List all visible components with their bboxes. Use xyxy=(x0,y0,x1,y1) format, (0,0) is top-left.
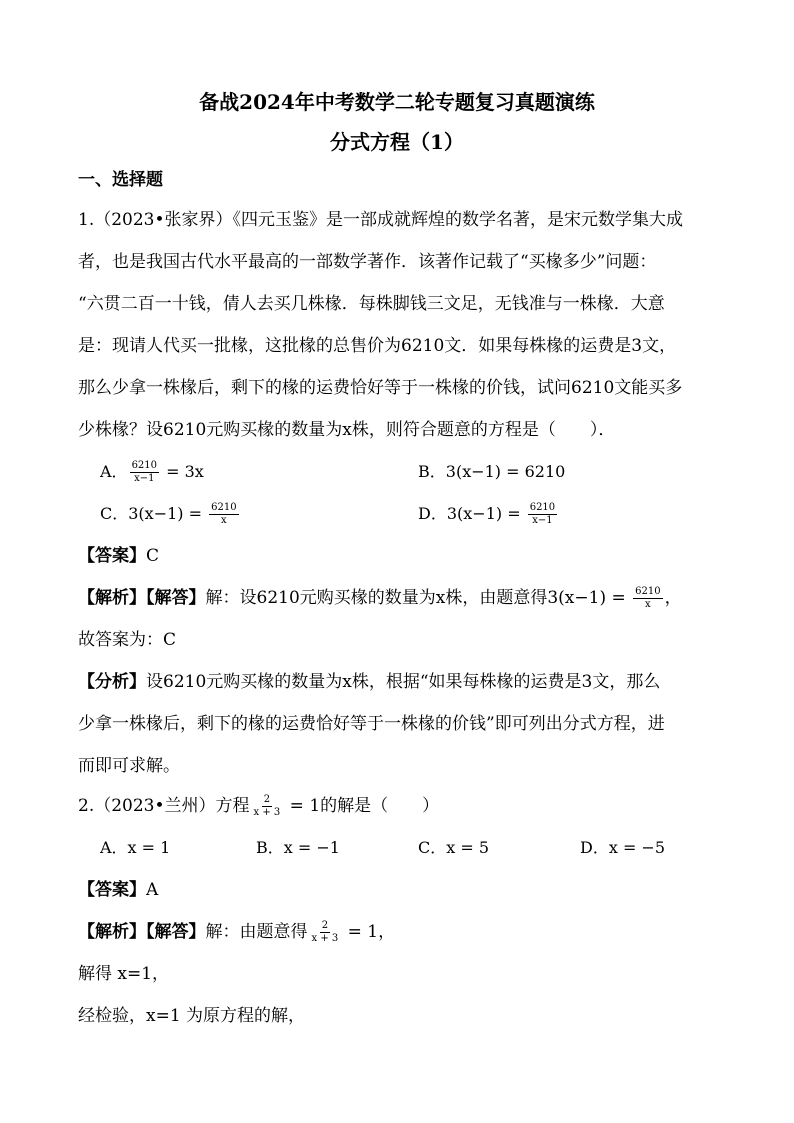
q1-line-2: 者，也是我国古代水平最高的一部数学著作．该著作记载了“买椽多少”问题： xyxy=(78,252,657,272)
answer-tag: 【答案】 xyxy=(78,880,146,900)
q1-fenxi-line-3: 而即可求解。 xyxy=(78,756,180,776)
fenxi-text: 设6210元购买椽的数量为x株，根据“如果每株椽的运费是3文，那么 xyxy=(146,672,661,692)
fraction xyxy=(528,502,557,527)
q1-line-3: “六贯二百一十钱，倩人去买几株椽．每株脚钱三文足，无钱准与一株椽．大意 xyxy=(78,294,665,314)
analysis-end: ， xyxy=(664,588,682,608)
option-label: B． xyxy=(418,462,446,481)
answer-tag: 【答案】 xyxy=(78,546,146,566)
section-heading: 一、选择题 xyxy=(78,170,163,190)
page-title: 备战2024年中考数学二轮专题复习真题演练 xyxy=(199,90,595,114)
q1-fenxi-line-2: 少拿一株椽后，剩下的椽的运费恰好等于一株椽的价钱”即可列出分式方程，进 xyxy=(78,714,665,734)
fraction xyxy=(209,502,238,527)
q1-option-b xyxy=(418,460,565,484)
option-text: 3(x−1) = 6210 xyxy=(445,462,566,481)
fraction xyxy=(310,920,341,945)
q1-fenxi-line-1 xyxy=(78,670,738,694)
option-label: A． xyxy=(100,462,128,481)
q2-option-c: C．x = 5 xyxy=(418,838,490,857)
option-label: D． xyxy=(418,504,447,523)
q1-line-6: 少株椽？设6210元购买椽的数量为x株，则符合题意的方程是（ ）． xyxy=(78,420,616,440)
answer-value: A xyxy=(146,880,159,900)
numerator: 6210 xyxy=(635,586,661,597)
denominator: x + 3 xyxy=(311,933,339,944)
analysis-tag: 【解析】【解答】 xyxy=(78,922,206,942)
option-text: 3(x−1) = xyxy=(446,504,526,523)
fraction xyxy=(252,794,283,819)
numerator: 6210 xyxy=(131,460,158,471)
stem-pre: 2.（2023•兰州）方程 xyxy=(78,796,250,816)
option-label: C． xyxy=(100,504,129,523)
q1-analysis xyxy=(78,586,738,611)
fraction xyxy=(130,460,159,485)
q2-solve-line: 解得 x=1， xyxy=(78,964,170,984)
option-text: 3(x−1) = xyxy=(128,504,208,523)
q2-option-d: D．x = −5 xyxy=(580,838,666,857)
analysis-end: = 1， xyxy=(342,922,396,942)
q1-line-4: 是：现请人代买一批椽，这批椽的总售价为6210文．如果每株椽的运费是3文， xyxy=(78,336,677,356)
denominator: x + 3 xyxy=(253,807,281,818)
q1-option-c xyxy=(100,502,241,527)
option-rest: = 3x xyxy=(161,462,204,481)
q2-check-line: 经检验，x=1 为原方程的解， xyxy=(78,1006,306,1026)
analysis-tag: 【解析】【解答】 xyxy=(78,588,206,608)
q2-option-a: A．x = 1 xyxy=(100,838,171,857)
q1-line-5: 那么少拿一株椽后，剩下的椽的运费恰好等于一株椽的价钱，试问6210文能买多 xyxy=(78,378,683,398)
q2-option-b: B．x = −1 xyxy=(256,838,340,857)
denominator: x−1 xyxy=(134,473,155,484)
fenxi-tag: 【分析】 xyxy=(78,672,146,692)
q1-option-d xyxy=(418,502,559,527)
numerator: 6210 xyxy=(529,502,556,513)
page-subtitle: 分式方程（1） xyxy=(330,130,464,154)
q2-stem xyxy=(78,794,738,819)
denominator: x xyxy=(645,599,651,610)
denominator: x xyxy=(221,515,227,526)
analysis-text: 解：设6210元购买椽的数量为x株，由题意得3(x−1) = xyxy=(205,588,632,608)
q2-answer xyxy=(78,878,738,902)
answer-value: C xyxy=(146,546,160,566)
denominator: x−1 xyxy=(532,515,553,526)
numerator: 2 xyxy=(321,920,329,931)
fraction xyxy=(633,586,662,611)
q1-line-1: 1.（2023•张家界）《四元玉鉴》是一部成就辉煌的数学名著，是宋元数学集大成 xyxy=(78,210,684,230)
numerator: 2 xyxy=(263,794,271,805)
stem-post: = 1的解是（ ） xyxy=(284,796,440,816)
q1-conclusion: 故答案为：C xyxy=(78,630,177,650)
q1-answer xyxy=(78,544,738,568)
q2-analysis xyxy=(78,920,738,945)
analysis-text: 解：由题意得 xyxy=(205,922,308,942)
q1-option-a xyxy=(100,460,204,485)
numerator: 6210 xyxy=(211,502,237,513)
